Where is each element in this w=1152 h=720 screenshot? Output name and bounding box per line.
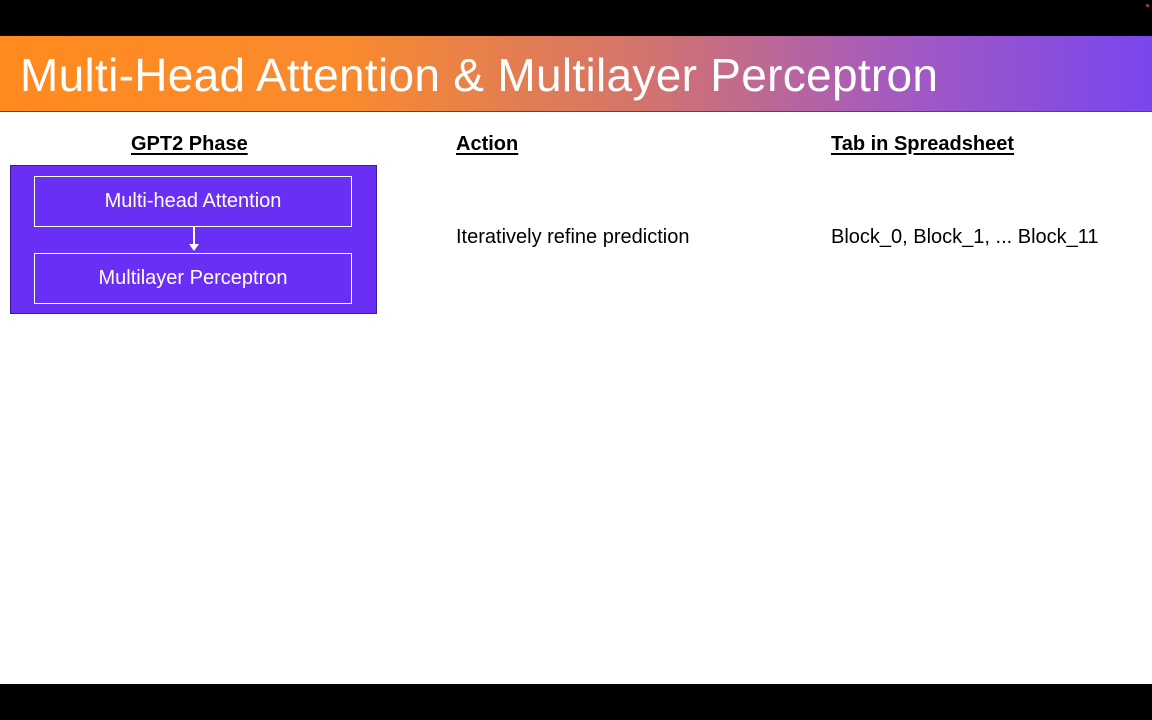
arrow-head-icon — [189, 244, 199, 251]
phase-diagram — [10, 165, 377, 314]
multilayer-perceptron-box: Multilayer Perceptron — [34, 253, 352, 304]
tab-column-header: Tab in Spreadsheet — [831, 133, 1015, 155]
spreadsheet-tab-text: Block_0, Block_1, ... Block_11 — [831, 226, 1099, 248]
bottom-letterbox-bar — [0, 684, 1152, 720]
action-text: Iteratively refine prediction — [456, 226, 690, 248]
indicator-dot-icon — [1146, 4, 1149, 7]
title-banner — [0, 36, 1152, 112]
slide-title: Multi-Head Attention & Multilayer Perceptron — [20, 49, 939, 101]
top-letterbox-bar — [0, 0, 1152, 36]
action-column-header: Action — [456, 133, 519, 155]
down-arrow-icon — [193, 226, 195, 246]
phase-column-header: GPT2 Phase — [131, 133, 248, 155]
multi-head-attention-box: Multi-head Attention — [34, 176, 352, 227]
slide — [0, 36, 1152, 684]
